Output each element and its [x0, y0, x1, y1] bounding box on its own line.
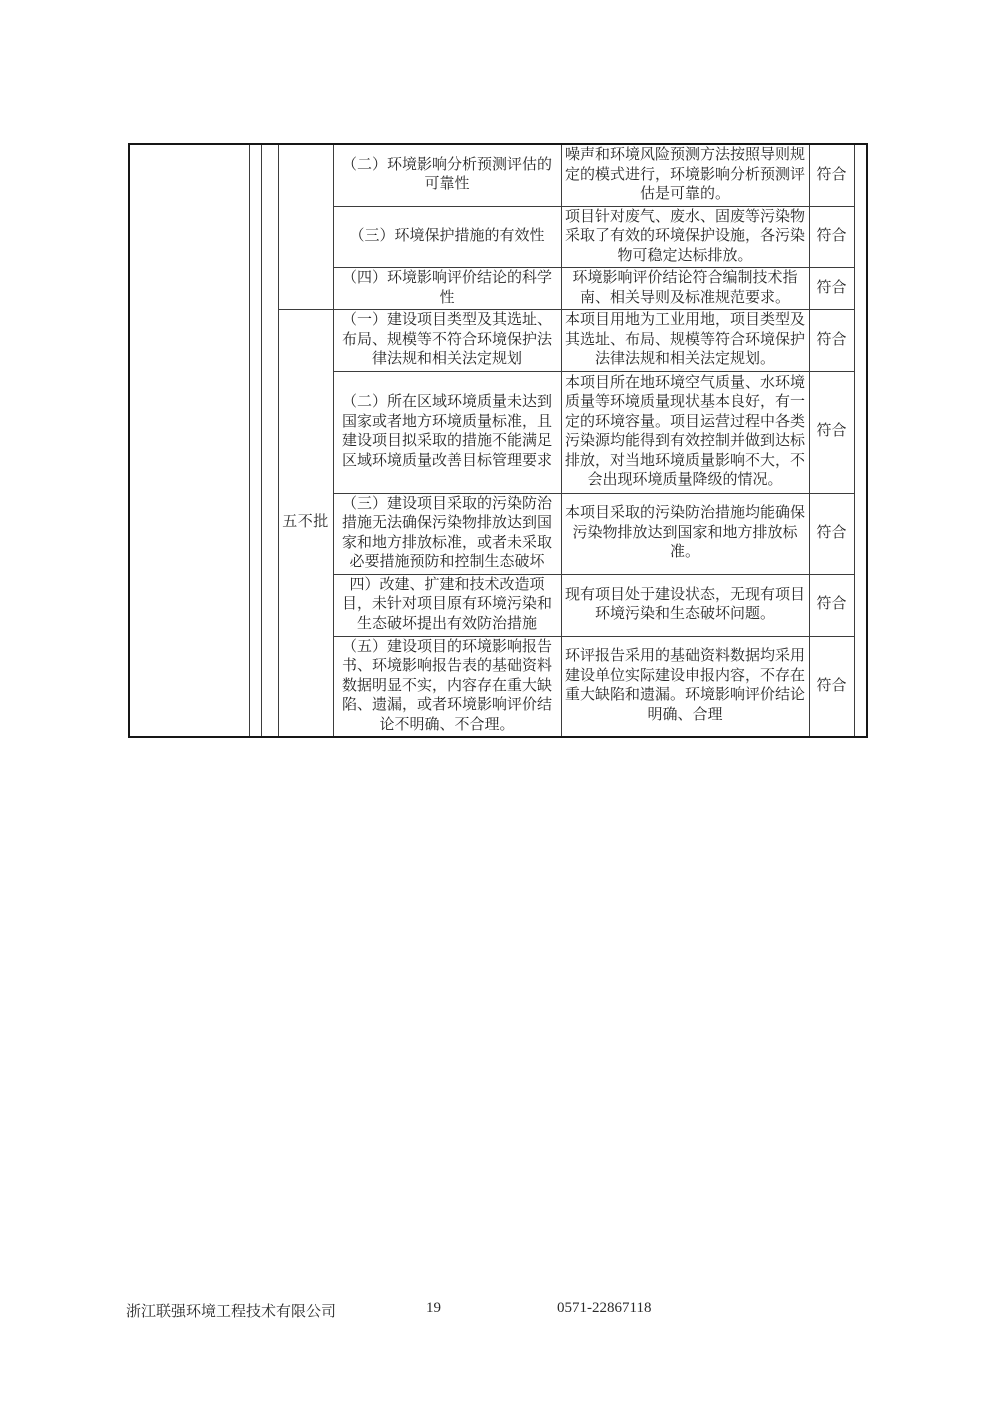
assessment-table	[128, 143, 868, 738]
footer-page-number: 19	[426, 1300, 441, 1316]
description-cell: 本项目用地为工业用地，项目类型及其选址、布局、规模等符合环境保护法律法规和相关法定规划。	[561, 310, 809, 372]
description-cell: 现有项目处于建设状态，无现有项目环境污染和生态破坏问题。	[561, 574, 809, 636]
result-cell: 符合	[809, 206, 854, 268]
criterion-cell: 四）改建、扩建和技术改造项目，未针对项目原有环境污染和生态破坏提出有效防治措施	[333, 574, 561, 636]
description-cell: 噪声和环境风险预测方法按照导则规定的模式进行，环境影响分析预测评估是可靠的。	[561, 144, 809, 206]
description-cell: 本项目采取的污染防治措施均能确保污染物排放达到国家和地方排放标准。	[561, 493, 809, 574]
criterion-cell: （二）环境影响分析预测评估的可靠性	[333, 144, 561, 206]
description-cell: 环评报告采用的基础资料数据均采用建设单位实际建设申报内容，不存在重大缺陷和遗漏。环境影响评价结论明确、合理	[561, 636, 809, 737]
footer-phone: 0571-22867118	[557, 1300, 652, 1316]
page-footer	[0, 1300, 1000, 1322]
criterion-cell: （一）建设项目类型及其选址、布局、规模等不符合环境保护法律法规和相关法定规划	[333, 310, 561, 372]
description-cell: 本项目所在地环境空气质量、水环境质量等环境质量现状基本良好，有一定的环境容量。项目运营过程中各类污染源均能得到有效控制并做到达标排放，对当地环境质量影响不大，不会出现环境质量降级的情况。	[561, 371, 809, 493]
criterion-cell: （三）建设项目采取的污染防治措施无法确保污染物排放达到国家和地方排放标准，或者未采取必要措施预防和控制生态破坏	[333, 493, 561, 574]
result-cell: 符合	[809, 268, 854, 310]
right-spacer-cell	[854, 144, 867, 737]
result-cell: 符合	[809, 371, 854, 493]
criterion-cell: （五）建设项目的环境影响报告书、环境影响报告表的基础资料数据明显不实，内容存在重大缺陷、遗漏，或者环境影响评价结论不明确、不合理。	[333, 636, 561, 737]
footer-company: 浙江联强环境工程技术有限公司	[126, 1304, 337, 1320]
result-cell: 符合	[809, 493, 854, 574]
left-category-cell	[129, 144, 249, 737]
description-cell: 项目针对废气、废水、固废等污染物采取了有效的环境保护设施，各污染物可稳定达标排放。	[561, 206, 809, 268]
criterion-cell: （二）所在区域环境质量未达到国家或者地方环境质量标准，且建设项目拟采取的措施不能满足区域环境质量改善目标管理要求	[333, 371, 561, 493]
table-row	[129, 144, 867, 206]
result-cell: 符合	[809, 310, 854, 372]
result-cell: 符合	[809, 636, 854, 737]
section-label-cell-empty	[278, 144, 333, 310]
criterion-cell: （四）环境影响评价结论的科学性	[333, 268, 561, 310]
section-label-cell: 五不批	[278, 310, 333, 738]
description-cell: 环境影响评价结论符合编制技术指南、相关导则及标准规范要求。	[561, 268, 809, 310]
criterion-cell: （三）环境保护措施的有效性	[333, 206, 561, 268]
result-cell: 符合	[809, 144, 854, 206]
result-cell: 符合	[809, 574, 854, 636]
left-spacer-cell-2	[261, 144, 278, 737]
left-spacer-cell-1	[249, 144, 261, 737]
